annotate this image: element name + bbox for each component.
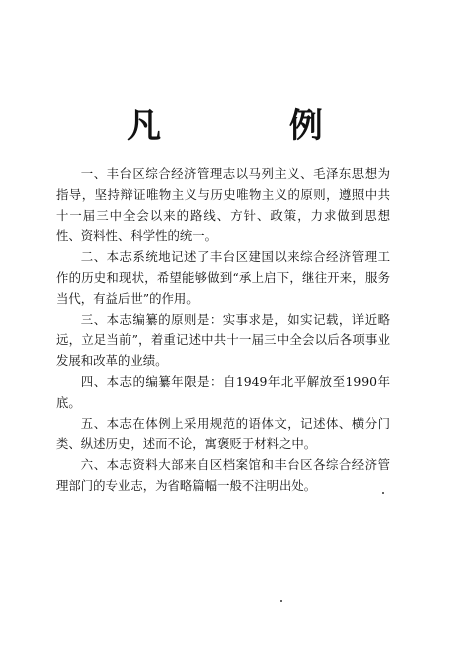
scan-speck [280, 600, 282, 602]
guideline-paragraph-1: 一、丰台区综合经济管理志以马列主义、毛泽东思想为指导，坚持辩证唯物主义与历史唯物主义的原则，遵照中共十一届三中全会以来的路线、方针、政策，力求做到思想性、资料性、科学性的统一。 [56, 166, 390, 244]
guideline-paragraph-5: 五、本志在体例上采用规范的语体文，记述体、横分门类、纵述历史，述而不论，寓褒贬于材料之中。 [56, 415, 390, 452]
scan-speck [382, 492, 384, 494]
guidelines-body [56, 164, 390, 497]
guideline-paragraph-4: 四、本志的编纂年限是：自1949年北平解放至1990年底。 [56, 373, 390, 410]
page-title: 凡 例 [127, 106, 381, 146]
guideline-paragraph-2: 二、本志系统地记述了丰台区建国以来综合经济管理工作的历史和现状，希望能够做到“承上启下，继往开来，服务当代，有益后世”的作用。 [56, 249, 390, 306]
guideline-paragraph-3: 三、本志编纂的原则是：实事求是，如实记载，详近略远，立足当前”，着重记述中共十一届三中全会以后各项事业发展和改革的业绩。 [56, 311, 390, 369]
guideline-paragraph-6: 六、本志资料大部来自区档案馆和丰台区各综合经济管理部门的专业志，为省略篇幅一般不注明出处。 [56, 457, 390, 493]
